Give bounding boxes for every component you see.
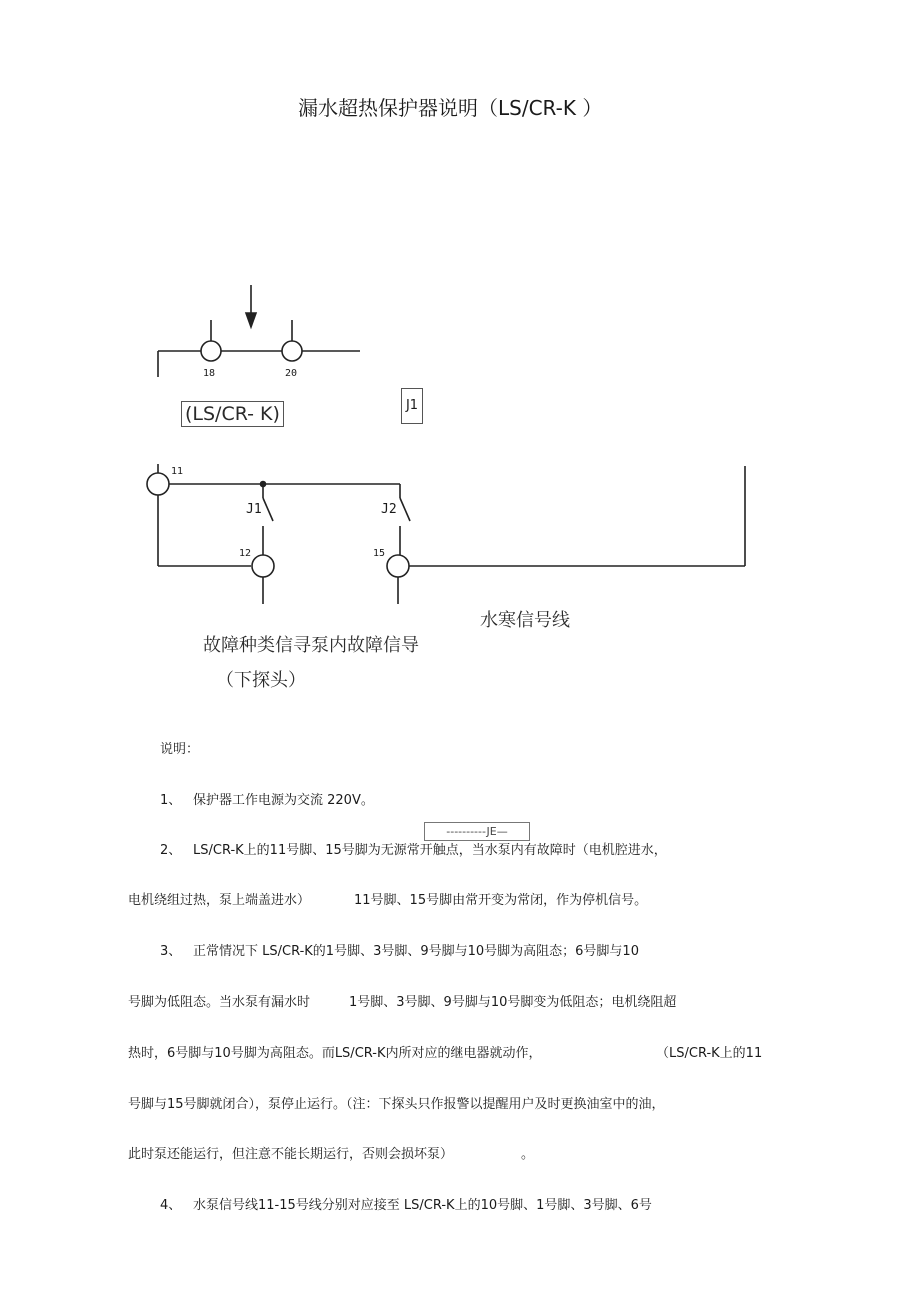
relay-j1-box-label: J1 xyxy=(401,388,423,424)
note-3-line-1: 正常情况下 LS/CR-K的1号脚、3号脚、9号脚与10号脚为高阻态；6号脚与10 xyxy=(193,944,639,959)
note-2-line-2b: 11号脚、15号脚由常开变为常闭，作为停机信号。 xyxy=(354,893,648,908)
note-3-line-5b: 。 xyxy=(521,1147,535,1162)
pin-11-terminal xyxy=(147,473,169,495)
note-1-number: 1、 xyxy=(160,793,182,808)
note-2-line-1: LS/CR-K上的11号脚、15号脚为无源常开触点，当水泵内有故障时（电机腔进水， xyxy=(193,843,667,858)
j1-switch-blade xyxy=(263,498,273,521)
probe-note-label: （下探头） xyxy=(216,670,306,691)
j2-switch-blade xyxy=(400,498,410,521)
note-4-number: 4、 xyxy=(160,1198,182,1213)
upper-arrow-head xyxy=(246,313,256,327)
pin-18-terminal xyxy=(201,341,221,361)
fault-type-label: 故障种类信寻泵内故障信导 xyxy=(203,635,419,656)
water-signal-line-label: 水寒信号线 xyxy=(480,610,570,631)
pin-12-terminal xyxy=(252,555,274,577)
note-3-line-3a: 热时，6号脚与10号脚为高阻态。而LS/CR-K内所对应的继电器就动作， xyxy=(128,1046,542,1061)
note-3-line-4: 号脚与15号脚就闭合），泵停止运行。（注：下探头只作报警以提醒用户及时更换油室中的油， xyxy=(128,1097,665,1112)
pin-18-label: 18 xyxy=(203,368,216,379)
relay-j2-label: J2 xyxy=(381,502,397,517)
pin-20-label: 20 xyxy=(285,368,298,379)
overlay-note-box: ----------JE— xyxy=(424,822,530,841)
note-1-text: 保护器工作电源为交流 220V。 xyxy=(193,793,374,808)
note-3-line-2a: 号脚为低阻态。当水泵有漏水时 xyxy=(128,995,311,1010)
pin-12-label: 12 xyxy=(239,548,252,559)
note-3-number: 3、 xyxy=(160,944,182,959)
model-label-box: (LS/CR- K) xyxy=(181,401,284,427)
relay-j1-label: J1 xyxy=(246,502,262,517)
note-4-line-1: 水泵信号线11-15号线分别对应接至 LS/CR-K上的10号脚、1号脚、3号脚、6号 xyxy=(193,1198,652,1213)
note-3-line-2b: 1号脚、3号脚、9号脚与10号脚变为低阻态；电机绕阻超 xyxy=(349,995,677,1010)
notes-heading: 说明： xyxy=(160,742,200,757)
note-3-line-5a: 此时泵还能运行，但注意不能长期运行，否则会损坏泵） xyxy=(128,1147,454,1162)
note-3-line-3b: （LS/CR-K上的11 xyxy=(656,1046,763,1061)
pin-15-terminal xyxy=(387,555,409,577)
document-title: 漏水超热保护器说明（LS/CR-K ） xyxy=(298,96,603,120)
note-2-line-2a: 电机绕组过热，泵上端盖进水） xyxy=(128,893,311,908)
pin-20-terminal xyxy=(282,341,302,361)
pin-11-label: 11 xyxy=(171,466,184,477)
note-2-number: 2、 xyxy=(160,843,182,858)
pin-15-label: 15 xyxy=(373,548,386,559)
